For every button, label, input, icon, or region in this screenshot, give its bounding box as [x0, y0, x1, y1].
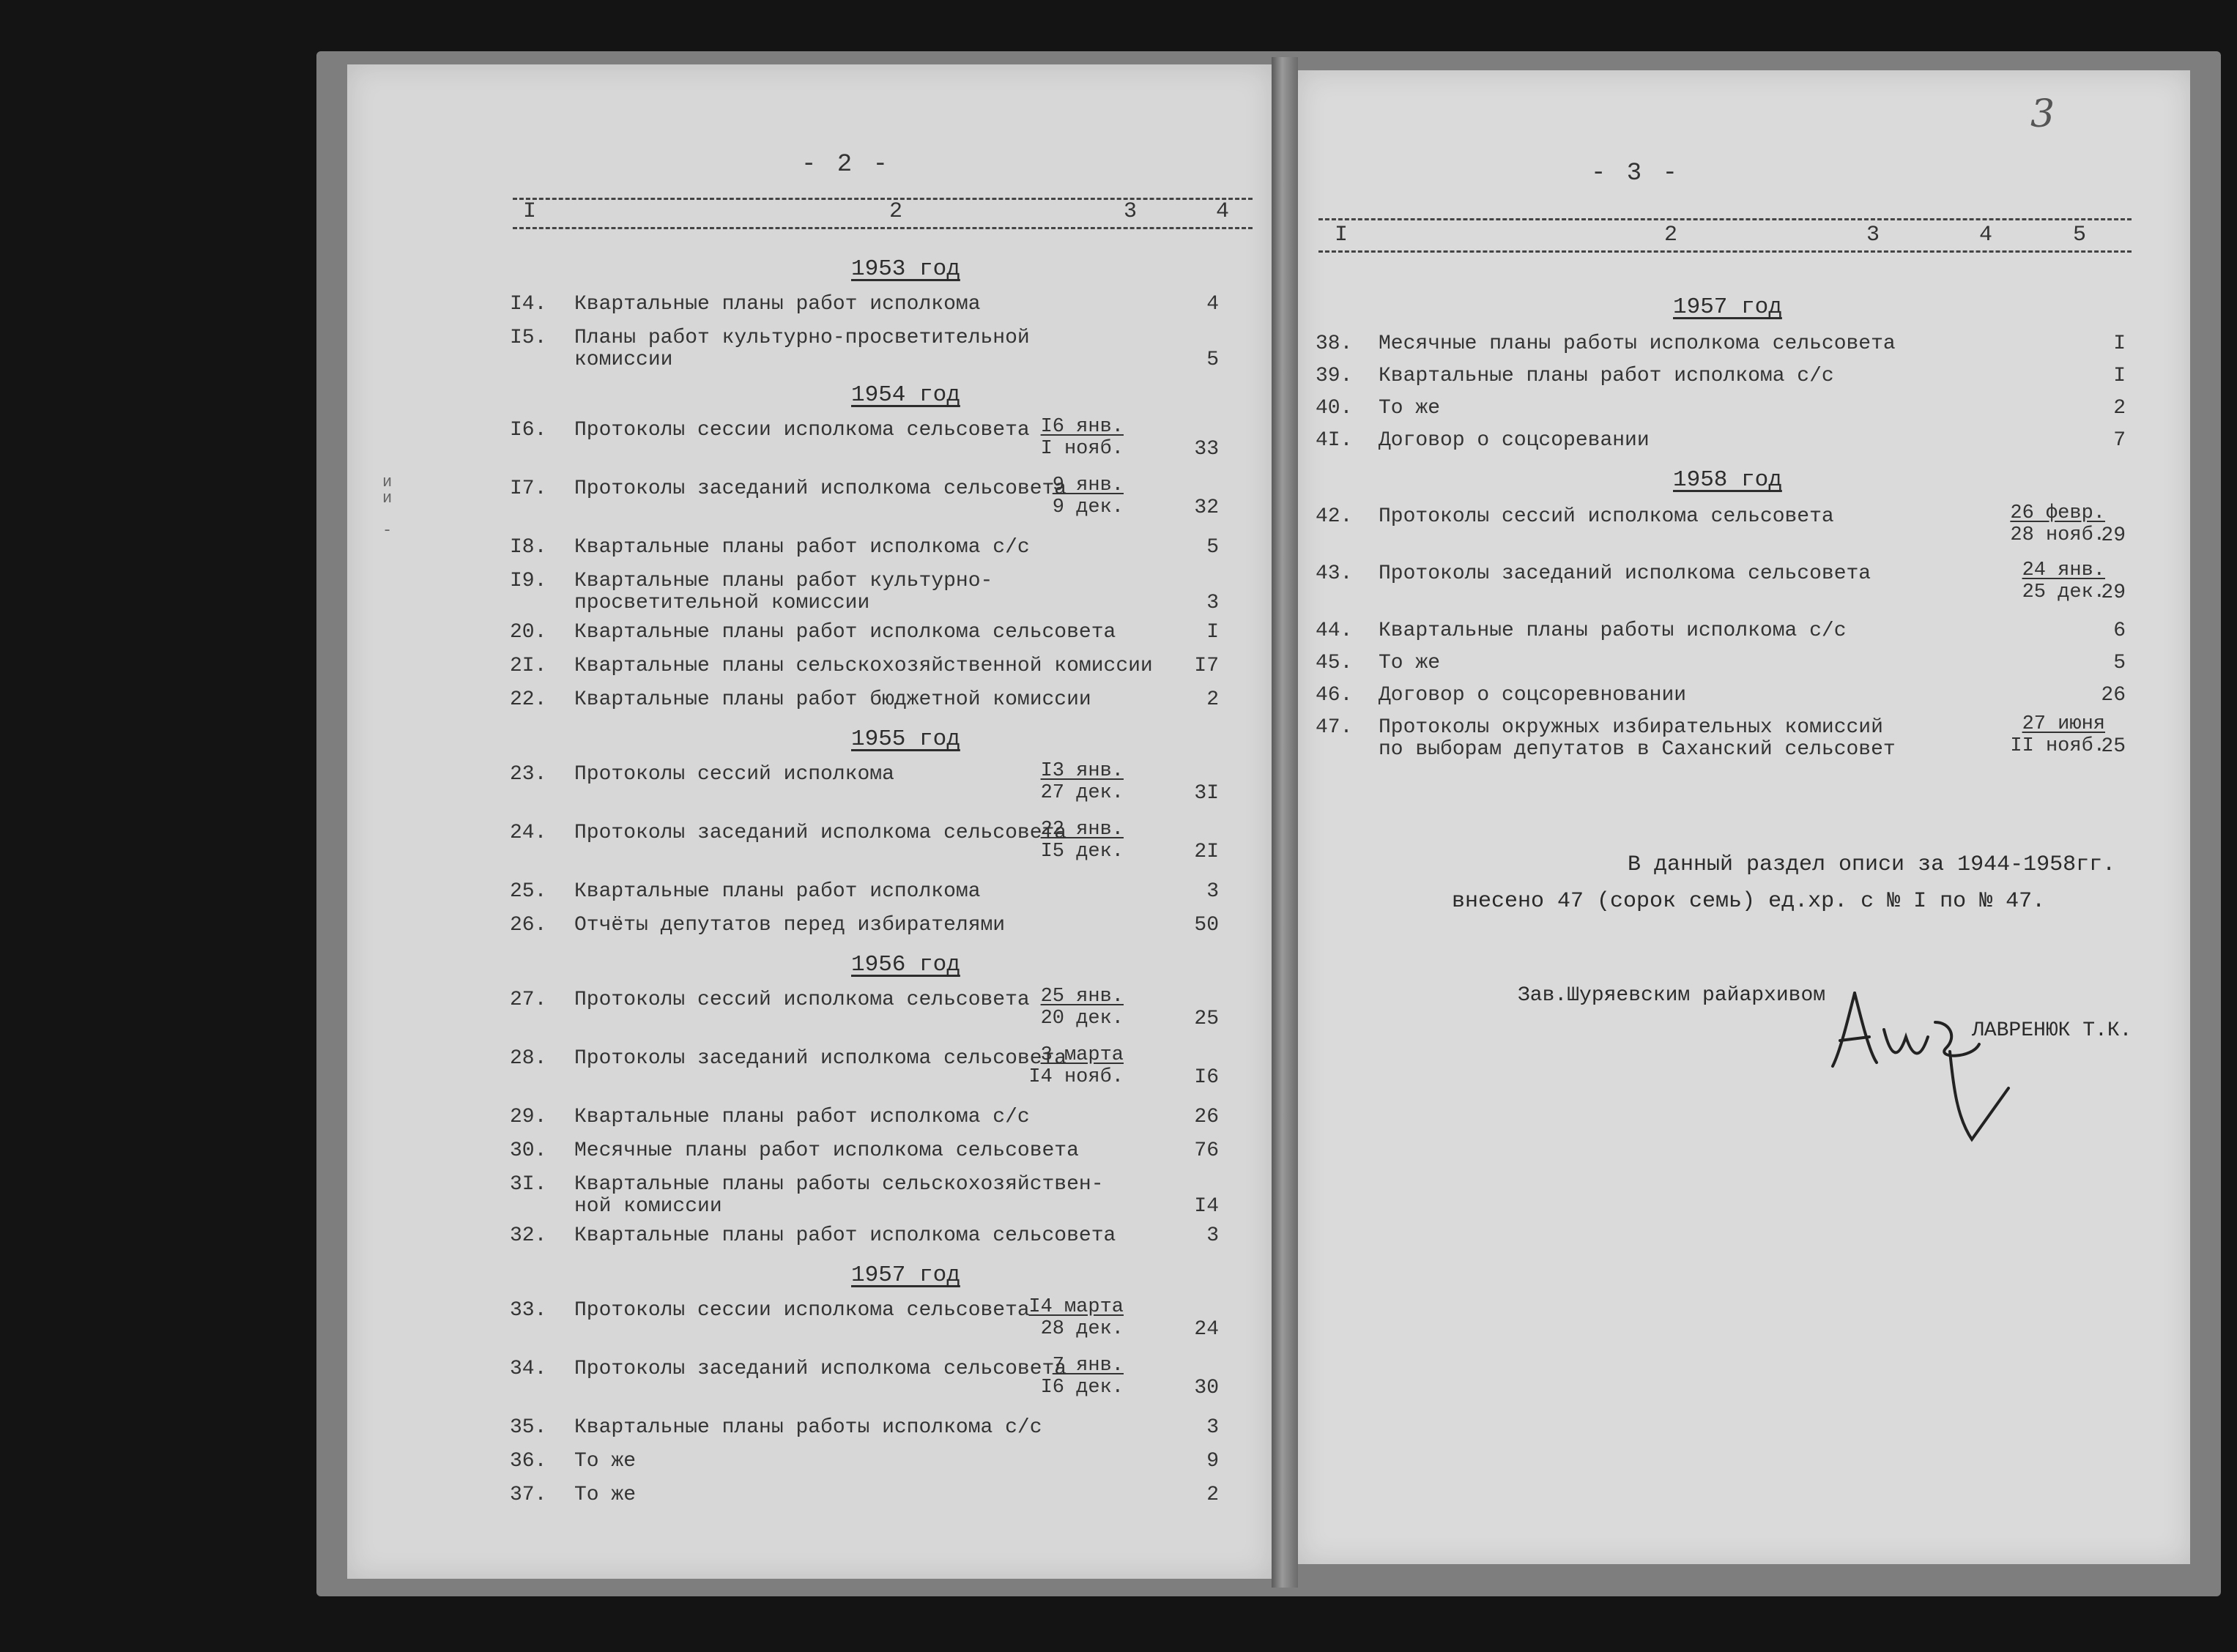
date-start: I3 янв. — [1040, 760, 1124, 782]
sheet-count: 2 — [1206, 688, 1219, 711]
item-number: 3I. — [510, 1173, 547, 1196]
item-number: 30. — [510, 1139, 547, 1162]
item-title: Квартальные планы работ исполкома с/с — [574, 1106, 1030, 1128]
column-header: 3 — [1866, 223, 1880, 248]
item-title: Протоколы сессий исполкома сельсовета — [1379, 505, 1834, 528]
header-rule-top — [1318, 218, 2132, 220]
sheet-count: 24 — [1194, 1318, 1219, 1341]
sheet-count: 5 — [1206, 349, 1219, 371]
sheet-count: 3 — [1206, 1224, 1219, 1247]
column-header: 2 — [1664, 223, 1678, 248]
sheet-count: I — [2113, 332, 2126, 355]
year-heading: 1956 год — [851, 952, 960, 978]
sheet-count: I — [2113, 365, 2126, 387]
column-header: I — [1335, 223, 1348, 248]
date-end: I5 дек. — [1040, 841, 1124, 863]
item-number: 25. — [510, 880, 547, 903]
signature-name: ЛАВРЕНЮК Т.К. — [1972, 1019, 2132, 1042]
year-heading: 1957 год — [851, 1262, 960, 1288]
item-number: I5. — [510, 327, 547, 349]
item-title: Квартальные планы работ исполкома с/с — [1379, 365, 1834, 387]
item-title: Договор о соцсоревновании — [1379, 684, 1687, 707]
item-number: 36. — [510, 1450, 547, 1473]
sheet-count: 3 — [1206, 1416, 1219, 1439]
sheet-count: 50 — [1194, 914, 1219, 937]
item-number: 26. — [510, 914, 547, 937]
item-title: просветительной комиссии — [574, 592, 870, 614]
item-number: 29. — [510, 1106, 547, 1128]
left-page — [347, 64, 1272, 1579]
item-number: 28. — [510, 1047, 547, 1070]
item-title: Протоколы заседаний исполкома сельсовета — [574, 1047, 1067, 1070]
date-end: 28 дек. — [1040, 1318, 1124, 1340]
date-range — [977, 819, 1124, 863]
item-title: Квартальные планы работ исполкома — [574, 293, 981, 316]
date-start: 24 янв. — [2022, 559, 2105, 581]
date-range — [977, 1296, 1124, 1340]
column-header: 5 — [2073, 223, 2087, 248]
handwritten-signature — [1825, 978, 2045, 1147]
date-start: I4 марта — [1028, 1296, 1124, 1318]
item-title: Планы работ культурно-просветительной — [574, 327, 1030, 349]
item-number: 24. — [510, 822, 547, 844]
column-header: 3 — [1124, 199, 1138, 224]
item-number: 33. — [510, 1299, 547, 1322]
item-title: ной комиссии — [574, 1195, 722, 1218]
date-end: I нояб. — [1040, 438, 1124, 460]
sheet-count: 6 — [2113, 620, 2126, 642]
item-number: I4. — [510, 293, 547, 316]
sheet-count: 25 — [1194, 1008, 1219, 1030]
sheet-count: 3 — [1206, 880, 1219, 903]
date-start: I6 янв. — [1040, 416, 1124, 438]
sheet-count: 29 — [2101, 581, 2126, 604]
item-number: I9. — [510, 570, 547, 592]
date-end: I4 нояб. — [1028, 1066, 1124, 1088]
sheet-count: 33 — [1194, 438, 1219, 461]
sheet-count: 29 — [2101, 524, 2126, 547]
sheet-count: 26 — [2101, 684, 2126, 707]
year-heading: 1958 год — [1673, 467, 1782, 493]
right-page — [1298, 70, 2190, 1564]
sheet-count: 2I — [1194, 841, 1219, 863]
item-number: I6. — [510, 419, 547, 442]
sheet-count: 9 — [1206, 1450, 1219, 1473]
item-number: 44. — [1316, 620, 1353, 642]
margin-pencil-marks: и и - — [382, 473, 393, 540]
item-title: То же — [1379, 652, 1441, 674]
date-end: 20 дек. — [1040, 1008, 1124, 1030]
item-title: Протоколы заседаний исполкома сельсовета — [1379, 562, 1871, 585]
pencil-page-number: 3 — [2030, 92, 2055, 136]
item-title: Квартальные планы сельскохозяйственной комиссии — [574, 655, 1153, 677]
sheet-count: 4 — [1206, 293, 1219, 316]
date-start: 26 февр. — [2010, 502, 2105, 524]
year-heading: 1954 год — [851, 382, 960, 408]
sheet-count: 25 — [2101, 735, 2126, 758]
closing-line-2: внесено 47 (сорок семь) ед.хр. с № I по № 47. — [1452, 889, 2046, 914]
item-title: Квартальные планы работы сельскохозяйствен- — [574, 1173, 1104, 1196]
sheet-count: 7 — [2113, 429, 2126, 452]
sheet-count: 5 — [2113, 652, 2126, 674]
item-title: Протоколы заседаний исполкома сельсовета — [574, 1358, 1067, 1380]
item-title: по выборам депутатов в Саханский сельсовет — [1379, 738, 1896, 761]
year-heading: 1957 год — [1673, 294, 1782, 320]
date-range — [1928, 502, 2105, 546]
item-number: 27. — [510, 989, 547, 1011]
item-title: Протоколы сессии исполкома сельсовета — [574, 419, 1030, 442]
date-start: 22 янв. — [1040, 819, 1124, 841]
signature-title: Зав.Шуряевским райархивом — [1518, 984, 1826, 1007]
sheet-count: 76 — [1194, 1139, 1219, 1162]
item-title: Квартальные планы работ бюджетной комиссии — [574, 688, 1091, 711]
item-title: Протоколы заседаний исполкома сельсовета — [574, 822, 1067, 844]
date-start: 25 янв. — [1040, 986, 1124, 1008]
column-header: I — [523, 199, 537, 224]
date-range — [1928, 713, 2105, 757]
date-end: I6 дек. — [1040, 1377, 1124, 1399]
sheet-count: I — [1206, 621, 1219, 644]
date-start: 27 июня — [2022, 713, 2105, 735]
item-number: 32. — [510, 1224, 547, 1247]
header-rule-bottom — [1318, 250, 2132, 253]
item-title: Договор о соцсоревании — [1379, 429, 1650, 452]
sheet-count: I6 — [1194, 1066, 1219, 1089]
sheet-count: 32 — [1194, 496, 1219, 519]
item-title: Протоколы сессии исполкома сельсовета — [574, 1299, 1030, 1322]
sheet-count: 3I — [1194, 782, 1219, 805]
header-rule-bottom — [513, 227, 1253, 229]
item-number: 38. — [1316, 332, 1353, 355]
item-title: Квартальные планы работ исполкома сельсовета — [574, 621, 1116, 644]
item-title: То же — [1379, 397, 1441, 420]
item-number: 20. — [510, 621, 547, 644]
sheet-count: 2 — [1206, 1484, 1219, 1506]
date-range — [1928, 559, 2105, 603]
item-title: комиссии — [574, 349, 673, 371]
item-number: 45. — [1316, 652, 1353, 674]
sheet-count: 5 — [1206, 536, 1219, 559]
item-title: Квартальные планы работ исполкома сельсовета — [574, 1224, 1116, 1247]
item-number: 4I. — [1316, 429, 1353, 452]
item-title: Квартальные планы работ исполкома с/с — [574, 536, 1030, 559]
year-heading: 1955 год — [851, 726, 960, 752]
book-spine — [1272, 57, 1298, 1588]
item-number: I8. — [510, 536, 547, 559]
date-range — [977, 760, 1124, 804]
page-number: - 3 - — [1591, 160, 1681, 187]
item-title: Месячные планы работ исполкома сельсовета — [574, 1139, 1079, 1162]
item-number: 35. — [510, 1416, 547, 1439]
item-number: 47. — [1316, 716, 1353, 739]
item-number: 39. — [1316, 365, 1353, 387]
sheet-count: 26 — [1194, 1106, 1219, 1128]
year-heading: 1953 год — [851, 256, 960, 282]
item-title: То же — [574, 1450, 637, 1473]
item-number: 42. — [1316, 505, 1353, 528]
item-title: Протоколы окружных избирательных комиссий — [1379, 716, 1883, 739]
item-title: Протоколы заседаний исполкома сельсовета — [574, 477, 1067, 500]
date-end: 25 дек. — [2022, 581, 2105, 603]
item-number: 2I. — [510, 655, 547, 677]
date-start: 3 марта — [1040, 1044, 1124, 1066]
date-start: 9 янв. — [1052, 475, 1124, 496]
sheet-count: 3 — [1206, 592, 1219, 614]
item-title: Протоколы сессий исполкома сельсовета — [574, 989, 1030, 1011]
column-header: 4 — [1979, 223, 1993, 248]
sheet-count: I7 — [1194, 655, 1219, 677]
sheet-count: 30 — [1194, 1377, 1219, 1399]
item-number: I7. — [510, 477, 547, 500]
sheet-count: 2 — [2113, 397, 2126, 420]
date-end: II нояб. — [2010, 735, 2105, 757]
date-end: 9 дек. — [1052, 496, 1124, 518]
item-title: Квартальные планы работы исполкома с/с — [574, 1416, 1042, 1439]
column-header: 2 — [889, 199, 903, 224]
item-title: Протоколы сессий исполкома — [574, 763, 894, 786]
date-range — [977, 1044, 1124, 1088]
column-header: 4 — [1216, 199, 1230, 224]
item-number: 37. — [510, 1484, 547, 1506]
date-end: 27 дек. — [1040, 782, 1124, 804]
item-title: Квартальные планы работы исполкома с/с — [1379, 620, 1847, 642]
date-range — [977, 1355, 1124, 1399]
header-rule-top — [513, 198, 1253, 200]
item-title: Месячные планы работы исполкома сельсовета — [1379, 332, 1896, 355]
date-range — [977, 986, 1124, 1030]
item-number: 43. — [1316, 562, 1353, 585]
item-title: Отчёты депутатов перед избирателями — [574, 914, 1006, 937]
page-number: - 2 - — [801, 151, 891, 179]
item-title: То же — [574, 1484, 637, 1506]
date-start: 7 янв. — [1052, 1355, 1124, 1377]
date-range — [977, 416, 1124, 460]
item-number: 46. — [1316, 684, 1353, 707]
date-end: 28 нояб. — [2010, 524, 2105, 546]
closing-line-1: В данный раздел описи за 1944-1958гг. — [1628, 852, 2116, 877]
item-title: Квартальные планы работ культурно- — [574, 570, 993, 592]
item-number: 22. — [510, 688, 547, 711]
item-number: 40. — [1316, 397, 1353, 420]
item-title: Квартальные планы работ исполкома — [574, 880, 981, 903]
date-range — [977, 475, 1124, 518]
sheet-count: I4 — [1194, 1195, 1219, 1218]
item-number: 34. — [510, 1358, 547, 1380]
item-number: 23. — [510, 763, 547, 786]
